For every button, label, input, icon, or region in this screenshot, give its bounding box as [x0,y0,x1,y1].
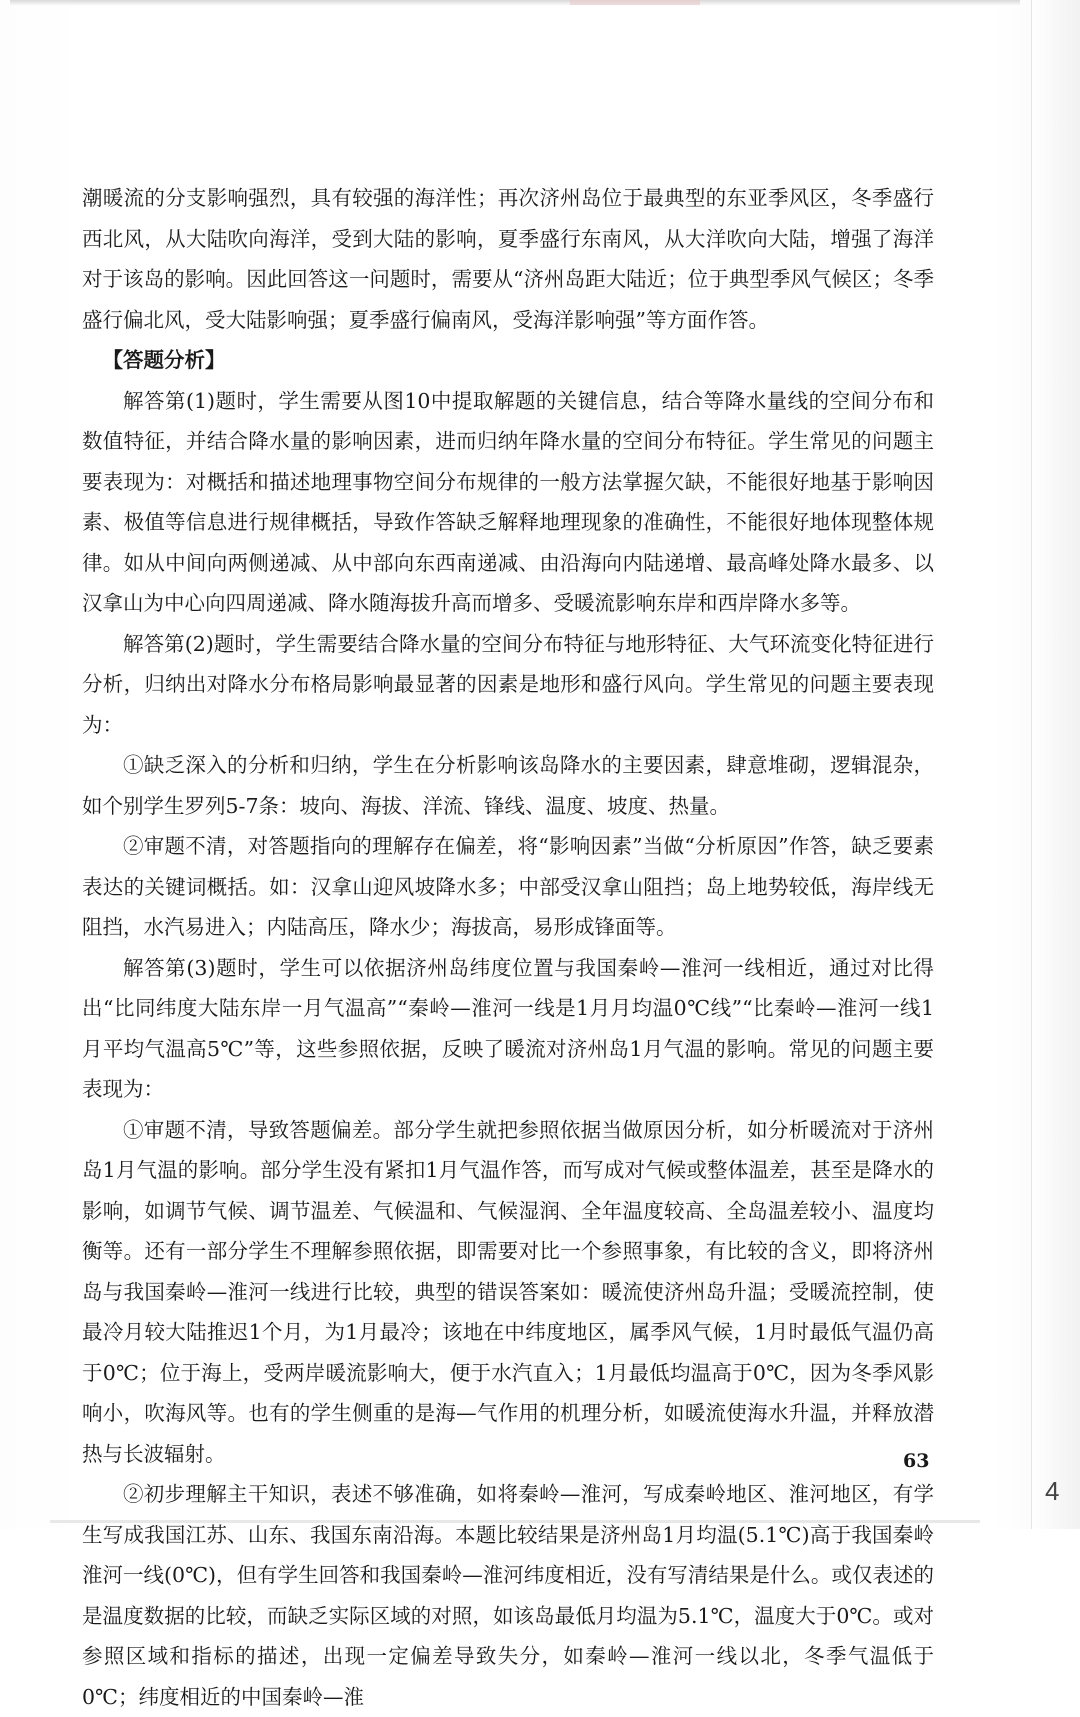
paragraph: ①缺乏深入的分析和归纳，学生在分析影响该岛降水的主要因素，肆意堆砌，逻辑混杂，如个别学生罗列5-7条：坡向、海拔、洋流、锋线、温度、坡度、热量。 [82,753,934,818]
sheet-number: 4 [1045,1476,1060,1506]
paragraph: 解答第(1)题时，学生需要从图10中提取解题的关键信息，结合等降水量线的空间分布和数值特征，并结合降水量的影响因素，进而归纳年降水量的空间分布特征。学生常见的问题主要表现为：对概括和描述地理事物空间分布规律的一般方法掌握欠缺，不能很好地基于影响因素、极值等信息进行规律概括，导致作答缺乏解释地理现象的准确性，不能很好地体现整体规律。如从中间向两侧递减、从中部向东西南递减、由沿海向内陆递增、最高峰处降水最多、以汉拿山为中心向四周递减、降水随海拔升高而增多、受暖流影响东岸和西岸降水多等。 [82,388,934,615]
paragraph: ②审题不清，对答题指向的理解存在偏差，将“影响因素”当做“分析原因”作答，缺乏要素表达的关键词概括。如：汉拿山迎风坡降水多；中部受汉拿山阻挡；岛上地势较低，海岸线无阻挡，水汽易进入；内陆高压，降水少；海拔高，易形成锋面等。 [82,834,934,939]
paragraph: 解答第(3)题时，学生可以依据济州岛纬度位置与我国秦岭—淮河一线相近，通过对比得出“比同纬度大陆东岸一月气温高”“秦岭—淮河一线是1月月均温0℃线”“比秦岭—淮河一线1月平均气温高5℃”等，这些参照依据，反映了暖流对济州岛1月气温的影响。常见的问题主要表现为： [82,955,934,1101]
body-text [82,178,934,1717]
top-color-mark [570,0,700,5]
right-page-margin [1031,0,1080,1529]
paragraph: ①审题不清，导致答题偏差。部分学生就把参照依据当做原因分析，如分析暖流对于济州岛1月气温的影响。部分学生没有紧扣1月气温作答，而写成对气候或整体温差，甚至是降水的影响，如调节气候、调节温差、气候温和、气候湿润、全年温度较高、全岛温差较小、温度均衡等。还有一部分学生不理解参照依据，即需要对比一个参照事象，有比较的含义，即将济州岛与我国秦岭—淮河一线进行比较，典型的错误答案如：暖流使济州岛升温；受暖流控制，使最冷月较大陆推迟1个月，为1月最冷；该地在中纬度地区，属季风气候，1月时最低气温仍高于0℃；位于海上，受两岸暖流影响大，便于水汽直入；1月最低均温高于0℃，因为冬季风影响小，吹海风等。也有的学生侧重的是海—气作用的机理分析，如暖流使海水升温，并释放潜热与长波辐射。 [82,1117,934,1466]
section-heading: 【答题分析】 [102,348,226,372]
page-number: 63 [903,1450,930,1472]
paragraph: 潮暖流的分支影响强烈，具有较强的海洋性；再次济州岛位于最典型的东亚季风区，冬季盛行西北风，从大陆吹向海洋，受到大陆的影响，夏季盛行东南风，从大洋吹向大陆，增强了海洋对于该岛的影响。因此回答这一问题时，需要从“济州岛距大陆近；位于典型季风气候区；冬季盛行偏北风，受大陆影响强；夏季盛行偏南风，受海洋影响强”等方面作答。 [82,186,934,332]
top-scan-edge [10,0,1020,6]
paragraph: ②初步理解主干知识，表述不够准确，如将秦岭—淮河，写成秦岭地区、淮河地区，有学生写成我国江苏、山东、我国东南沿海。本题比较结果是济州岛1月均温(5.1℃)高于我国秦岭淮河一线(0℃)，但有学生回答和我国秦岭—淮河纬度相近，没有写清结果是什么。或仅表述的是温度数据的比较，而缺乏实际区域的对照，如该岛最低月均温为5.1℃，温度大于0℃。或对参照区域和指标的描述，出现一定偏差导致失分，如秦岭—淮河一线以北，冬季气温低于0℃；纬度相近的中国秦岭—淮 [82,1482,934,1709]
paragraph: 解答第(2)题时，学生需要结合降水量的空间分布特征与地形特征、大气环流变化特征进行分析，归纳出对降水分布格局影响最显著的因素是地形和盛行风向。学生常见的问题主要表现为： [82,631,934,737]
